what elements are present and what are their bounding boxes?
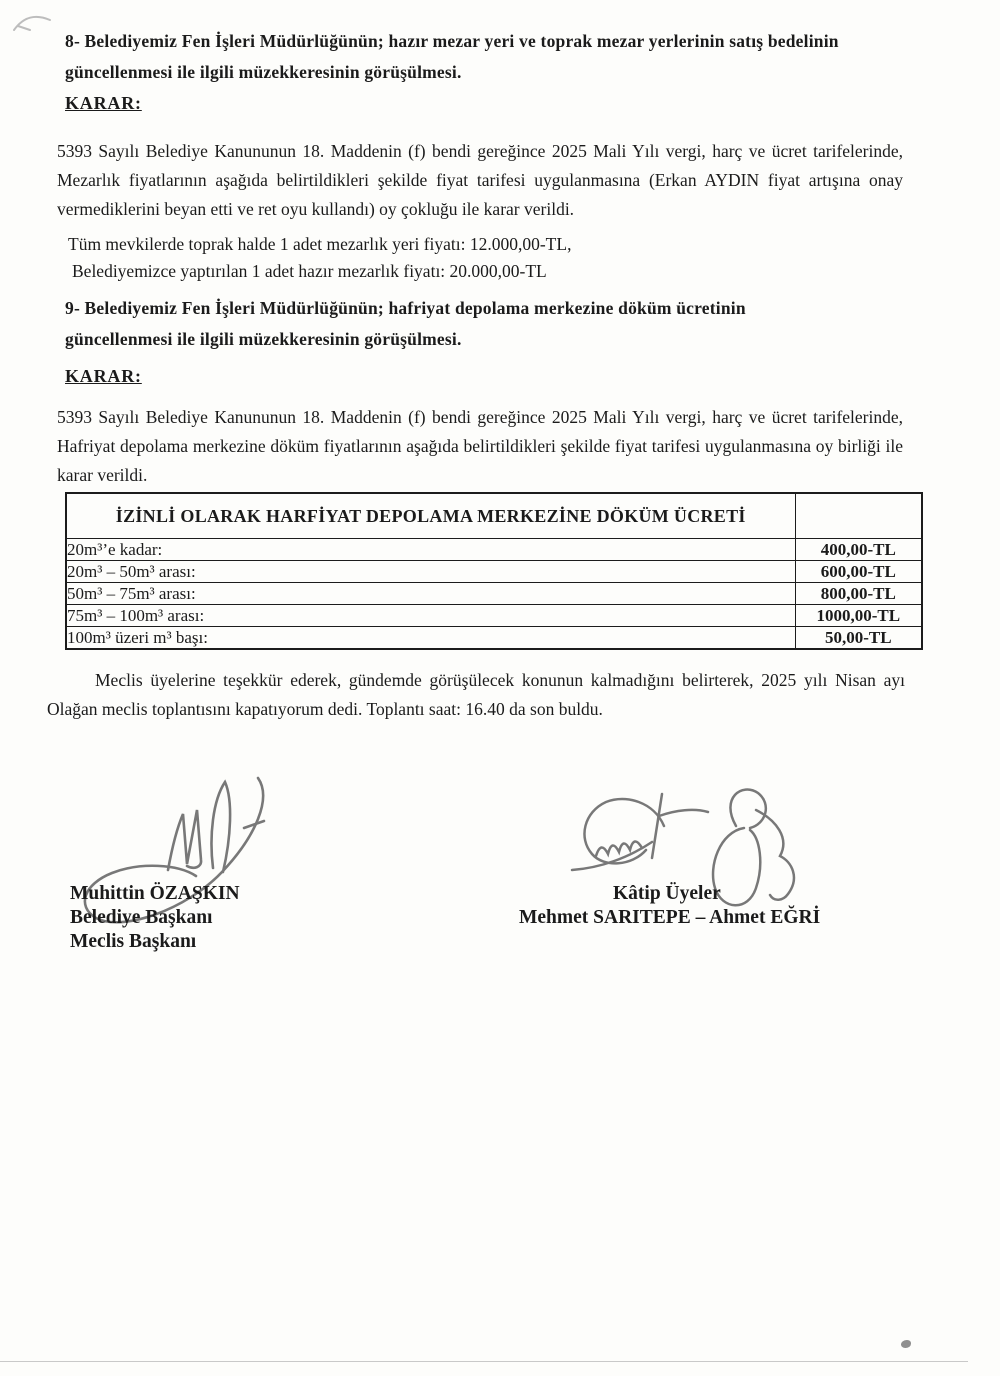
- mayor-name: Muhittin ÖZAŞKIN: [70, 883, 240, 904]
- table-row: [66, 583, 922, 605]
- table-row-label: 20m³ – 50m³ arası:: [66, 561, 795, 583]
- table-row: [66, 561, 922, 583]
- table-row-price: 400,00-TL: [795, 539, 922, 561]
- table-row-label: 20m³’e kadar:: [66, 539, 795, 561]
- table-row-price: 800,00-TL: [795, 583, 922, 605]
- scan-artifact-dot: [901, 1340, 911, 1348]
- table-row-price: 1000,00-TL: [795, 605, 922, 627]
- dumping-fee-table: [65, 492, 923, 650]
- scan-artifact-bottom-line: [0, 1361, 968, 1362]
- fee-table-title-empty-cell: [795, 493, 922, 539]
- table-row-label: 75m³ – 100m³ arası:: [66, 605, 795, 627]
- agenda-item-9-heading: 9- Belediyemiz Fen İşleri Müdürlüğünün; hafriyat depolama merkezine döküm ücretinin güncellenmesi ile ilgili müzekkeresinin görüşülmesi.: [65, 298, 746, 349]
- table-header-row: [66, 493, 922, 539]
- decision-label-item8: KARAR:: [65, 93, 142, 113]
- fee-table-title: İZİNLİ OLARAK HARFİYAT DEPOLAMA MERKEZİNE DÖKÜM ÜCRETİ: [66, 493, 795, 539]
- decision-text-item9: 5393 Sayılı Belediye Kanununun 18. Maddenin (f) bendi gereğince 2025 Mali Yılı vergi, harç ve ücret tarifelerinde, Hafriyat depolama merkezine döküm fiyatlarının aşağıda belirtildikleri şekilde fiyat tarifesi uygulanmasına oy birliği ile karar verildi.: [57, 407, 903, 485]
- table-row-label: 50m³ – 75m³ arası:: [66, 583, 795, 605]
- table-row: [66, 627, 922, 650]
- table-row-price: 600,00-TL: [795, 561, 922, 583]
- grave-price-line-1: Tüm mevkilerde toprak halde 1 adet mezarlık yeri fiyatı: 12.000,00-TL,: [68, 234, 572, 254]
- mayor-title-2: Meclis Başkanı: [70, 931, 197, 952]
- table-row: [66, 539, 922, 561]
- decision-label-item9: KARAR:: [65, 366, 142, 386]
- table-row: [66, 605, 922, 627]
- mayor-title-1: Belediye Başkanı: [70, 907, 213, 928]
- decision-text-item8: 5393 Sayılı Belediye Kanununun 18. Maddenin (f) bendi gereğince 2025 Mali Yılı vergi, harç ve ücret tarifelerinde, Mezarlık fiyatlarının aşağıda belirtildikleri şekilde fiyat tarifesi uygulanmasına (Erkan AYDIN fiyat artışına onay vermediklerini beyan etti ve ret oyu kullandı) oy çokluğu ile karar verildi.: [57, 141, 903, 219]
- table-row-label: 100m³ üzeri m³ başı:: [66, 627, 795, 650]
- grave-price-line-2: Belediyemizce yaptırılan 1 adet hazır mezarlık fiyatı: 20.000,00-TL: [72, 261, 547, 281]
- agenda-item-8-heading: 8- Belediyemiz Fen İşleri Müdürlüğünün; hazır mezar yeri ve toprak mezar yerlerinin satış bedelinin güncellenmesi ile ilgili müzekkeresinin görüşülmesi.: [65, 31, 839, 82]
- clerks-names: Mehmet SARITEPE – Ahmet EĞRİ: [519, 907, 821, 928]
- closing-paragraph: Meclis üyelerine teşekkür ederek, gündemde görüşülecek konunun kalmadığını belirterek, 2025 yılı Nisan ayı Olağan meclis toplantısını kapatıyorum dedi. Toplantı saat: 16.40 da son buldu.: [47, 670, 905, 719]
- scan-artifact-pencil-mark: [10, 6, 56, 36]
- clerks-role-label: Kâtip Üyeler: [613, 883, 721, 904]
- table-row-price: 50,00-TL: [795, 627, 922, 650]
